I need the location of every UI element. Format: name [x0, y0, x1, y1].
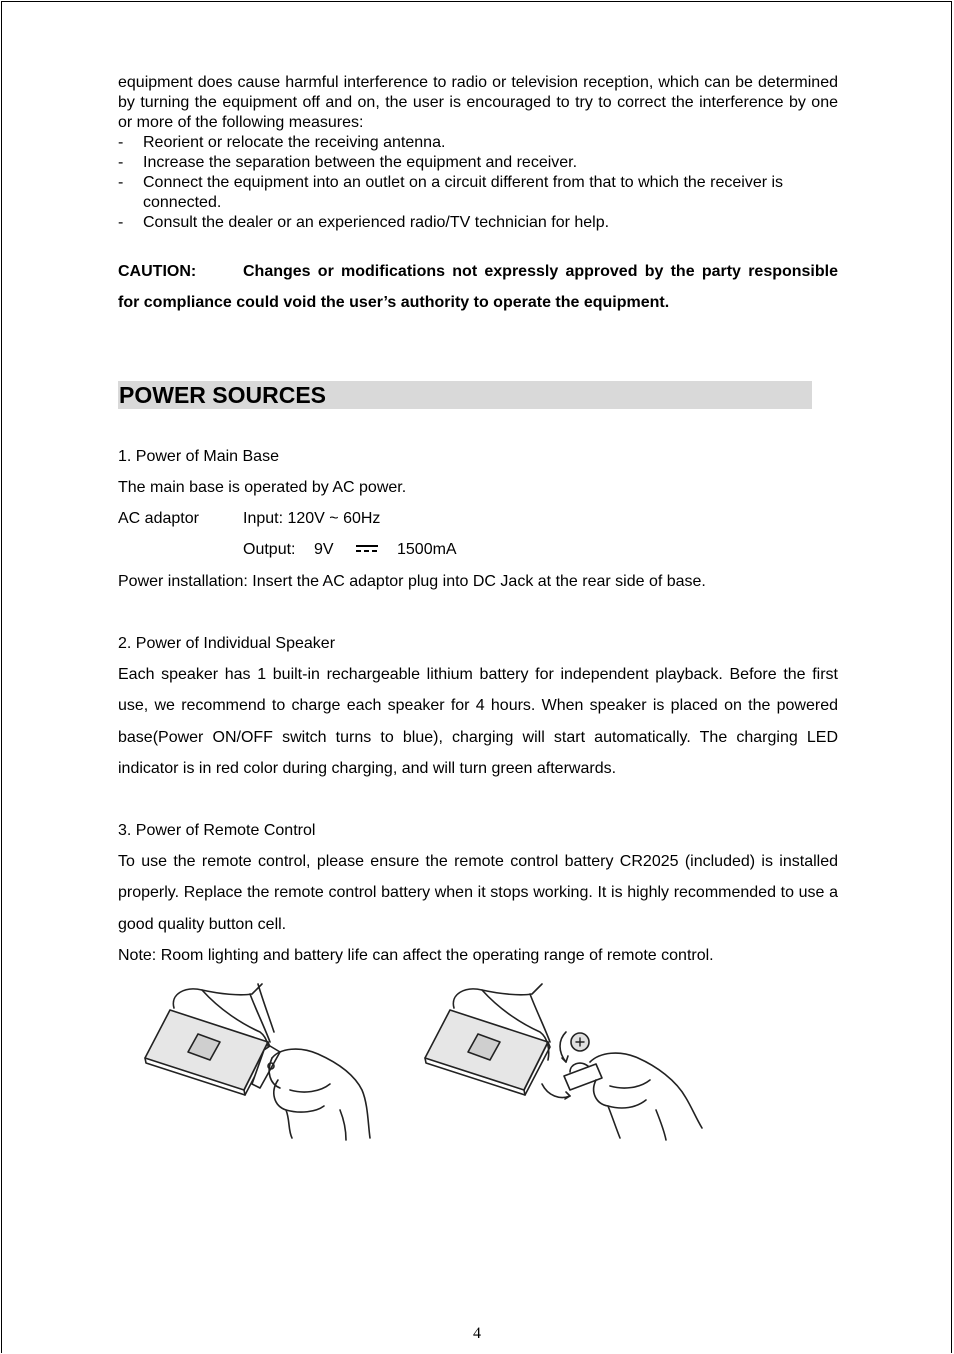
main-base-heading: 1. Power of Main Base — [118, 448, 279, 465]
section-header-bar — [118, 381, 812, 409]
bullet-marker: - — [118, 214, 124, 231]
intro-paragraph — [118, 73, 838, 133]
list-item — [118, 213, 838, 233]
list-item-text: Increase the separation between the equipment and receiver. — [143, 154, 578, 171]
list-item-text: Reorient or relocate the receiving antenna. — [143, 134, 446, 151]
adaptor-output-voltage: 9V — [314, 541, 334, 558]
remote-note: Note: Room lighting and battery life can affect the operating range of remote control. — [118, 947, 714, 964]
caution-text: Changes or modifications not expressly approved by the party responsible for compliance could void the user’s authority to operate the equipment. — [118, 263, 838, 311]
remote-heading: 3. Power of Remote Control — [118, 822, 316, 839]
speaker-description: Each speaker has 1 built-in rechargeable lithium battery for independent playback. Before the first use, we recommend to charge each speaker for 4 hours. When speaker is placed on the powered base(Power ON/OFF switch turns to blue), charging will start automatically. The charging LED indicator is in red color during charging, and will turn green afterwards. — [118, 666, 838, 777]
bullet-marker: - — [118, 134, 124, 151]
ac-adaptor-label: AC adaptor — [118, 510, 199, 527]
intro-text: equipment does cause harmful interference to radio or television reception, which can be determined by turning the equipment off and on, the user is encouraged to try to correct the interference by one or more of the following measures: — [118, 74, 838, 131]
list-item — [118, 153, 838, 173]
power-installation-text: Power installation: Insert the AC adaptor plug into DC Jack at the rear side of base. — [118, 573, 706, 590]
caution-label: CAUTION: — [118, 263, 197, 280]
page-number: 4 — [473, 1325, 481, 1342]
list-item-text: Connect the equipment into an outlet on a circuit different from that to which the receiver is connected. — [143, 174, 784, 211]
remote-description: To use the remote control, please ensure the remote control battery CR2025 (included) is installed properly. Replace the remote control battery when it stops working. It is highly recommended to use a good quality button cell. — [118, 853, 838, 933]
adaptor-output-current: 1500mA — [397, 541, 457, 558]
caution-notice — [118, 256, 838, 318]
bullet-marker: - — [118, 154, 124, 171]
list-item — [118, 133, 838, 153]
dc-current-icon — [356, 545, 378, 555]
main-base-description: The main base is operated by AC power. — [118, 479, 407, 496]
hands-removing-battery-tray-illustration — [140, 980, 380, 1150]
bullet-marker: - — [118, 174, 124, 191]
measures-list — [118, 133, 838, 233]
speaker-heading: 2. Power of Individual Speaker — [118, 635, 336, 652]
section-title: POWER SOURCES — [119, 382, 327, 408]
adaptor-output-label: Output: — [243, 541, 296, 558]
list-item-text: Consult the dealer or an experienced radio/TV technician for help. — [143, 214, 610, 231]
adaptor-input-spec: Input: 120V ~ 60Hz — [243, 510, 381, 527]
list-item — [118, 173, 838, 213]
hands-inserting-button-cell-illustration — [420, 980, 710, 1150]
